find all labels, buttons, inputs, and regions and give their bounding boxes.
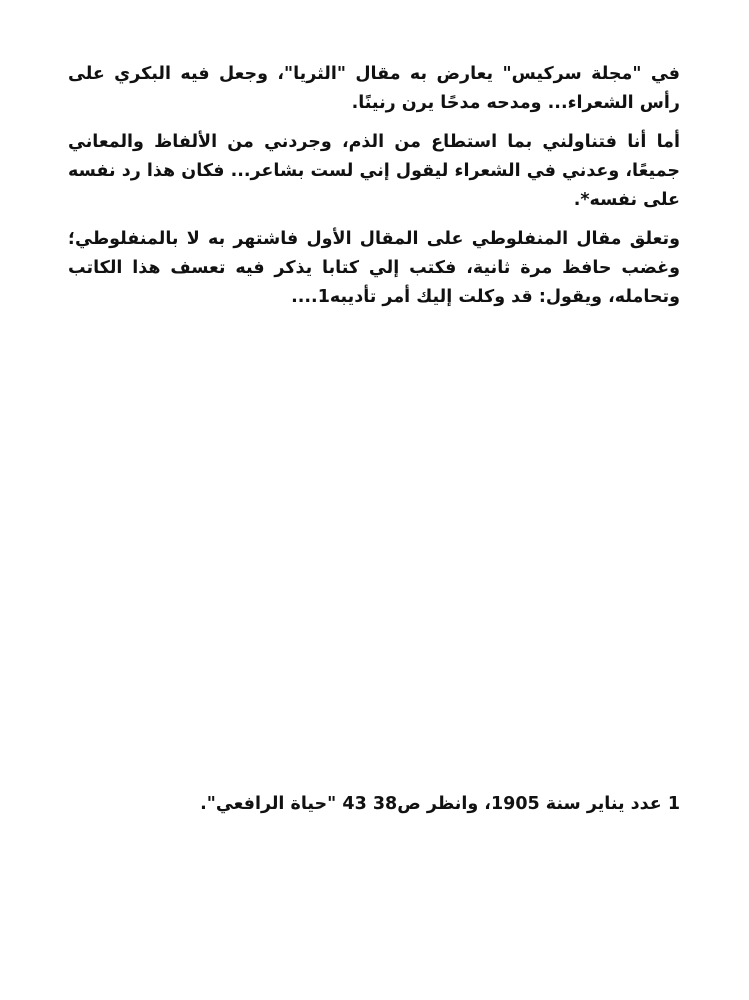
footnote: 1 عدد يناير سنة 1905، وانظر ص38 43 "حياة الرافعي". <box>200 794 680 814</box>
paragraph-2: أما أنا فتناولني بما استطاع من الذم، وجردني من الألفاظ والمعاني جميعًا، وعدني في الشعراء ليقول إني لست بشاعر... فكان هذا رد نفسه على نفسه*. <box>68 132 680 210</box>
main-text <box>68 60 680 322</box>
paragraph-1: في "مجلة سركيس" يعارض به مقال "الثريا"، وجعل فيه البكري على رأس الشعراء... ومدحه مدحًا يرن رنينًا. <box>68 64 680 113</box>
paragraph-3: وتعلق مقال المنفلوطي على المقال الأول فاشتهر به لا بالمنفلوطي؛ وغضب حافظ مرة ثانية، فكتب إلي كتابا يذكر فيه تعسف هذا الكاتب وتحامله، ويقول: قد وكلت إليك أمر تأديبه1.... <box>68 229 680 307</box>
